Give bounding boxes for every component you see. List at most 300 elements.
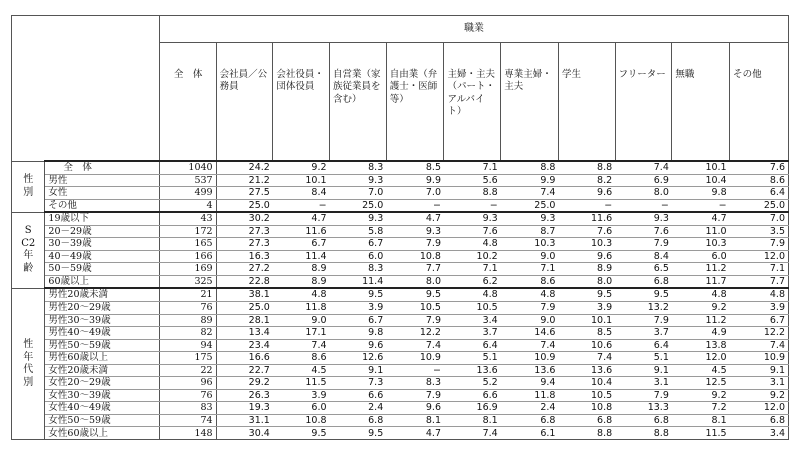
- value-cell: 9.5: [330, 427, 387, 440]
- value-cell: 6.4: [444, 339, 501, 352]
- value-cell: 6.8: [558, 414, 615, 427]
- value-cell: 11.6: [273, 225, 330, 238]
- value-cell: 89: [159, 314, 216, 327]
- value-cell: 10.6: [558, 339, 615, 352]
- value-cell: 8.9: [558, 263, 615, 276]
- value-cell: 11.4: [330, 275, 387, 288]
- table-row: [12, 187, 789, 200]
- value-cell: 9.5: [558, 288, 615, 301]
- value-cell: 7.4: [730, 339, 789, 352]
- group-label: 性年代別: [12, 288, 45, 439]
- value-cell: 6.7: [330, 238, 387, 251]
- value-cell: 7.7: [730, 275, 789, 288]
- value-cell: 7.1: [444, 161, 501, 174]
- value-cell: 8.1: [444, 414, 501, 427]
- value-cell: 8.6: [273, 352, 330, 365]
- row-label: 20－29歳: [45, 225, 159, 238]
- value-cell: 13.6: [444, 364, 501, 377]
- value-cell: 9.5: [273, 427, 330, 440]
- value-cell: 3.9: [273, 389, 330, 402]
- value-cell: 6.9: [615, 174, 672, 187]
- row-label: 女性30～39歳: [45, 389, 159, 402]
- value-cell: 25.0: [330, 199, 387, 212]
- value-cell: 11.0: [672, 225, 730, 238]
- value-cell: 9.1: [330, 364, 387, 377]
- value-cell: 6.5: [615, 263, 672, 276]
- value-cell: 7.1: [444, 263, 501, 276]
- value-cell: 10.3: [558, 238, 615, 251]
- value-cell: 10.8: [386, 250, 444, 263]
- value-cell: 4.9: [672, 327, 730, 340]
- value-cell: 83: [159, 402, 216, 415]
- value-cell: 12.6: [330, 352, 387, 365]
- table-row: [12, 414, 789, 427]
- value-cell: 11.7: [672, 275, 730, 288]
- value-cell: 4: [159, 199, 216, 212]
- value-cell: 8.7: [501, 225, 559, 238]
- value-cell: 9.0: [273, 314, 330, 327]
- value-cell: 6.7: [330, 314, 387, 327]
- value-cell: 13.3: [615, 402, 672, 415]
- value-cell: 6.7: [730, 314, 789, 327]
- occupation-group-header: 職業: [159, 16, 788, 43]
- value-cell: 6.6: [444, 389, 501, 402]
- value-cell: 16.3: [216, 250, 273, 263]
- value-cell: 4.7: [672, 212, 730, 225]
- column-header: その他: [730, 43, 789, 162]
- value-cell: 6.1: [501, 427, 559, 440]
- column-header: 無職: [672, 43, 730, 162]
- value-cell: 3.7: [444, 327, 501, 340]
- value-cell: −: [672, 199, 730, 212]
- value-cell: 6.7: [273, 238, 330, 251]
- value-cell: 9.1: [615, 364, 672, 377]
- table-row: [12, 327, 789, 340]
- value-cell: 8.3: [386, 377, 444, 390]
- value-cell: 9.3: [501, 212, 559, 225]
- table-row: [12, 339, 789, 352]
- column-header: 専業主婦・主夫: [501, 43, 559, 162]
- value-cell: 8.6: [730, 174, 789, 187]
- value-cell: 7.6: [730, 161, 789, 174]
- value-cell: 3.9: [730, 302, 789, 315]
- value-cell: 9.5: [615, 288, 672, 301]
- value-cell: 8.9: [273, 263, 330, 276]
- table-row: [12, 314, 789, 327]
- value-cell: 22.8: [216, 275, 273, 288]
- value-cell: 6.4: [730, 187, 789, 200]
- value-cell: −: [444, 199, 501, 212]
- value-cell: 6.8: [615, 275, 672, 288]
- value-cell: 7.3: [330, 377, 387, 390]
- value-cell: 9.8: [330, 327, 387, 340]
- value-cell: 96: [159, 377, 216, 390]
- value-cell: 3.1: [615, 377, 672, 390]
- value-cell: 43: [159, 212, 216, 225]
- value-cell: 16.9: [444, 402, 501, 415]
- value-cell: 25.0: [216, 302, 273, 315]
- corner-cell: [12, 16, 160, 162]
- value-cell: 10.5: [558, 389, 615, 402]
- value-cell: 12.2: [730, 327, 789, 340]
- value-cell: 3.5: [730, 225, 789, 238]
- row-label: 60歳以上: [45, 275, 159, 288]
- value-cell: 8.5: [386, 161, 444, 174]
- table-row: [12, 427, 789, 440]
- table-row: [12, 212, 789, 225]
- value-cell: 2.4: [330, 402, 387, 415]
- table-row: [12, 199, 789, 212]
- row-label: 女性20歳未満: [45, 364, 159, 377]
- value-cell: 6.6: [330, 389, 387, 402]
- table-row: [12, 275, 789, 288]
- value-cell: 10.4: [672, 174, 730, 187]
- value-cell: 8.4: [615, 250, 672, 263]
- table-row: [12, 288, 789, 301]
- value-cell: 12.0: [672, 352, 730, 365]
- value-cell: 7.1: [501, 263, 559, 276]
- value-cell: 9.6: [386, 402, 444, 415]
- value-cell: 8.3: [330, 161, 387, 174]
- value-cell: 31.1: [216, 414, 273, 427]
- value-cell: 9.2: [672, 302, 730, 315]
- value-cell: 14.6: [501, 327, 559, 340]
- value-cell: 2.4: [501, 402, 559, 415]
- column-header: 会社員／公務員: [216, 43, 273, 162]
- value-cell: 499: [159, 187, 216, 200]
- value-cell: 5.1: [615, 352, 672, 365]
- value-cell: 11.8: [501, 389, 559, 402]
- value-cell: 4.8: [444, 238, 501, 251]
- value-cell: 10.8: [273, 414, 330, 427]
- row-label: 男性40～49歳: [45, 327, 159, 340]
- value-cell: 8.8: [615, 427, 672, 440]
- value-cell: 9.8: [672, 187, 730, 200]
- value-cell: 8.1: [386, 414, 444, 427]
- table-row: [12, 302, 789, 315]
- value-cell: 38.1: [216, 288, 273, 301]
- value-cell: 8.0: [615, 187, 672, 200]
- row-label: 30－39歳: [45, 238, 159, 251]
- value-cell: 21: [159, 288, 216, 301]
- value-cell: 12.0: [730, 250, 789, 263]
- value-cell: 175: [159, 352, 216, 365]
- value-cell: 6.8: [615, 414, 672, 427]
- table-row: [12, 238, 789, 251]
- value-cell: 8.9: [273, 275, 330, 288]
- value-cell: 7.4: [386, 339, 444, 352]
- value-cell: 8.8: [501, 161, 559, 174]
- value-cell: 7.9: [386, 238, 444, 251]
- value-cell: 11.4: [273, 250, 330, 263]
- value-cell: 4.8: [444, 288, 501, 301]
- value-cell: 7.9: [615, 238, 672, 251]
- value-cell: 9.2: [273, 161, 330, 174]
- row-label: 女性40～49歳: [45, 402, 159, 415]
- row-label: 男性20歳未満: [45, 288, 159, 301]
- value-cell: 4.5: [273, 364, 330, 377]
- value-cell: 148: [159, 427, 216, 440]
- value-cell: 7.9: [615, 389, 672, 402]
- value-cell: −: [558, 199, 615, 212]
- value-cell: −: [386, 199, 444, 212]
- value-cell: 8.4: [273, 187, 330, 200]
- value-cell: 12.0: [730, 402, 789, 415]
- column-header: 学生: [558, 43, 615, 162]
- value-cell: 9.3: [330, 174, 387, 187]
- value-cell: 11.5: [273, 377, 330, 390]
- value-cell: 7.4: [501, 187, 559, 200]
- value-cell: 3.9: [558, 302, 615, 315]
- value-cell: 11.8: [273, 302, 330, 315]
- value-cell: 7.9: [615, 314, 672, 327]
- value-cell: 12.2: [386, 327, 444, 340]
- value-cell: 166: [159, 250, 216, 263]
- value-cell: 6.0: [330, 250, 387, 263]
- column-header: フリーター: [615, 43, 672, 162]
- value-cell: 25.0: [730, 199, 789, 212]
- group-label: 性別: [12, 161, 45, 212]
- value-cell: 4.8: [672, 288, 730, 301]
- row-label: 50－59歳: [45, 263, 159, 276]
- value-cell: 4.8: [501, 288, 559, 301]
- column-header: 自営業（家族従業員を含む）: [330, 43, 387, 162]
- value-cell: 16.6: [216, 352, 273, 365]
- table-row: [12, 402, 789, 415]
- value-cell: 10.5: [444, 302, 501, 315]
- value-cell: 7.4: [444, 427, 501, 440]
- row-label: 女性: [45, 187, 159, 200]
- value-cell: 10.9: [501, 352, 559, 365]
- row-label: 女性60歳以上: [45, 427, 159, 440]
- row-label: 男性: [45, 174, 159, 187]
- value-cell: 11.5: [672, 427, 730, 440]
- value-cell: 1040: [159, 161, 216, 174]
- value-cell: 10.4: [558, 377, 615, 390]
- row-label: 19歳以下: [45, 212, 159, 225]
- value-cell: 10.8: [558, 402, 615, 415]
- value-cell: 7.0: [730, 212, 789, 225]
- table-row: [12, 225, 789, 238]
- table-row: [12, 250, 789, 263]
- table-row: [12, 161, 789, 174]
- value-cell: 8.8: [444, 187, 501, 200]
- value-cell: 25.0: [216, 199, 273, 212]
- value-cell: 11.2: [672, 263, 730, 276]
- value-cell: 94: [159, 339, 216, 352]
- row-label: その他: [45, 199, 159, 212]
- value-cell: 11.6: [558, 212, 615, 225]
- value-cell: 7.0: [386, 187, 444, 200]
- value-cell: 13.6: [558, 364, 615, 377]
- value-cell: 12.5: [672, 377, 730, 390]
- value-cell: 537: [159, 174, 216, 187]
- value-cell: 26.3: [216, 389, 273, 402]
- value-cell: 325: [159, 275, 216, 288]
- row-label: 全 体: [45, 161, 159, 174]
- value-cell: 8.2: [558, 174, 615, 187]
- table-row: [12, 352, 789, 365]
- value-cell: 169: [159, 263, 216, 276]
- value-cell: 9.2: [730, 389, 789, 402]
- table-row: [12, 174, 789, 187]
- value-cell: 7.9: [501, 302, 559, 315]
- value-cell: 4.7: [273, 212, 330, 225]
- table-row: [12, 377, 789, 390]
- value-cell: 6.0: [273, 402, 330, 415]
- group-label: SC2年齢: [12, 212, 45, 288]
- value-cell: 7.6: [558, 225, 615, 238]
- value-cell: 8.1: [672, 414, 730, 427]
- value-cell: 7.1: [730, 263, 789, 276]
- value-cell: 7.6: [615, 225, 672, 238]
- row-label: 男性50～59歳: [45, 339, 159, 352]
- value-cell: 8.0: [386, 275, 444, 288]
- value-cell: 8.5: [558, 327, 615, 340]
- value-cell: 9.0: [501, 314, 559, 327]
- table-row: [12, 389, 789, 402]
- column-header: 主婦・主夫（パート・アルバイト）: [444, 43, 501, 162]
- value-cell: 10.1: [558, 314, 615, 327]
- value-cell: 9.6: [330, 339, 387, 352]
- value-cell: 6.0: [672, 250, 730, 263]
- value-cell: 6.8: [730, 414, 789, 427]
- value-cell: 11.2: [672, 314, 730, 327]
- value-cell: 27.3: [216, 225, 273, 238]
- column-header: 会社役員・団体役員: [273, 43, 330, 162]
- value-cell: 17.1: [273, 327, 330, 340]
- value-cell: 9.5: [330, 288, 387, 301]
- value-cell: −: [386, 364, 444, 377]
- value-cell: 4.8: [730, 288, 789, 301]
- value-cell: 7.0: [330, 187, 387, 200]
- table-row: [12, 364, 789, 377]
- value-cell: 28.1: [216, 314, 273, 327]
- value-cell: 9.3: [330, 212, 387, 225]
- value-cell: 6.2: [444, 275, 501, 288]
- value-cell: 6.8: [501, 414, 559, 427]
- column-header: 自由業（弁護士・医師等）: [386, 43, 444, 162]
- value-cell: 4.5: [672, 364, 730, 377]
- row-label: 女性20～29歳: [45, 377, 159, 390]
- value-cell: 4.7: [386, 427, 444, 440]
- value-cell: 4.7: [386, 212, 444, 225]
- value-cell: 9.6: [558, 250, 615, 263]
- value-cell: 27.2: [216, 263, 273, 276]
- row-label: 男性30～39歳: [45, 314, 159, 327]
- value-cell: 165: [159, 238, 216, 251]
- value-cell: 76: [159, 302, 216, 315]
- value-cell: 76: [159, 389, 216, 402]
- value-cell: 7.2: [672, 402, 730, 415]
- row-label: 男性60歳以上: [45, 352, 159, 365]
- value-cell: −: [615, 199, 672, 212]
- value-cell: 25.0: [501, 199, 559, 212]
- value-cell: 3.1: [730, 377, 789, 390]
- value-cell: 30.4: [216, 427, 273, 440]
- value-cell: 9.3: [386, 225, 444, 238]
- value-cell: 7.9: [730, 238, 789, 251]
- value-cell: 24.2: [216, 161, 273, 174]
- value-cell: 10.1: [273, 174, 330, 187]
- crosstab-table-wrapper: [11, 15, 789, 439]
- value-cell: 22: [159, 364, 216, 377]
- value-cell: 8.3: [330, 263, 387, 276]
- value-cell: 10.9: [386, 352, 444, 365]
- value-cell: 13.2: [615, 302, 672, 315]
- value-cell: 9.6: [558, 187, 615, 200]
- value-cell: 10.5: [386, 302, 444, 315]
- value-cell: 13.4: [216, 327, 273, 340]
- value-cell: 5.6: [444, 174, 501, 187]
- value-cell: 10.3: [501, 238, 559, 251]
- value-cell: 7.9: [386, 314, 444, 327]
- value-cell: 9.3: [615, 212, 672, 225]
- value-cell: 8.8: [558, 161, 615, 174]
- value-cell: 3.9: [330, 302, 387, 315]
- value-cell: 8.6: [501, 275, 559, 288]
- value-cell: 9.0: [501, 250, 559, 263]
- value-cell: 7.4: [273, 339, 330, 352]
- value-cell: 7.4: [558, 352, 615, 365]
- value-cell: 9.9: [386, 174, 444, 187]
- value-cell: 19.3: [216, 402, 273, 415]
- table-row: [12, 263, 789, 276]
- value-cell: 4.8: [273, 288, 330, 301]
- value-cell: 82: [159, 327, 216, 340]
- value-cell: 9.1: [730, 364, 789, 377]
- value-cell: 9.2: [672, 389, 730, 402]
- value-cell: 8.0: [558, 275, 615, 288]
- value-cell: 9.3: [444, 212, 501, 225]
- value-cell: 13.8: [672, 339, 730, 352]
- value-cell: 7.7: [386, 263, 444, 276]
- value-cell: 30.2: [216, 212, 273, 225]
- occupation-crosstab-table: [11, 15, 789, 440]
- row-label: 女性50～59歳: [45, 414, 159, 427]
- value-cell: 9.9: [501, 174, 559, 187]
- column-header: 全 体: [159, 43, 216, 162]
- value-cell: 29.2: [216, 377, 273, 390]
- value-cell: 7.4: [501, 339, 559, 352]
- value-cell: 10.1: [672, 161, 730, 174]
- value-cell: 74: [159, 414, 216, 427]
- value-cell: 9.5: [386, 288, 444, 301]
- value-cell: 7.9: [386, 389, 444, 402]
- value-cell: 9.4: [501, 377, 559, 390]
- row-label: 男性20～29歳: [45, 302, 159, 315]
- value-cell: 3.4: [444, 314, 501, 327]
- value-cell: 172: [159, 225, 216, 238]
- value-cell: 5.2: [444, 377, 501, 390]
- value-cell: 27.5: [216, 187, 273, 200]
- header-group-row: [12, 16, 789, 43]
- value-cell: 10.3: [672, 238, 730, 251]
- value-cell: −: [273, 199, 330, 212]
- value-cell: 27.3: [216, 238, 273, 251]
- value-cell: 3.4: [730, 427, 789, 440]
- value-cell: 13.6: [501, 364, 559, 377]
- value-cell: 21.2: [216, 174, 273, 187]
- value-cell: 23.4: [216, 339, 273, 352]
- value-cell: 8.8: [558, 427, 615, 440]
- value-cell: 5.8: [330, 225, 387, 238]
- value-cell: 5.1: [444, 352, 501, 365]
- value-cell: 10.2: [444, 250, 501, 263]
- value-cell: 22.7: [216, 364, 273, 377]
- value-cell: 10.9: [730, 352, 789, 365]
- value-cell: 3.7: [615, 327, 672, 340]
